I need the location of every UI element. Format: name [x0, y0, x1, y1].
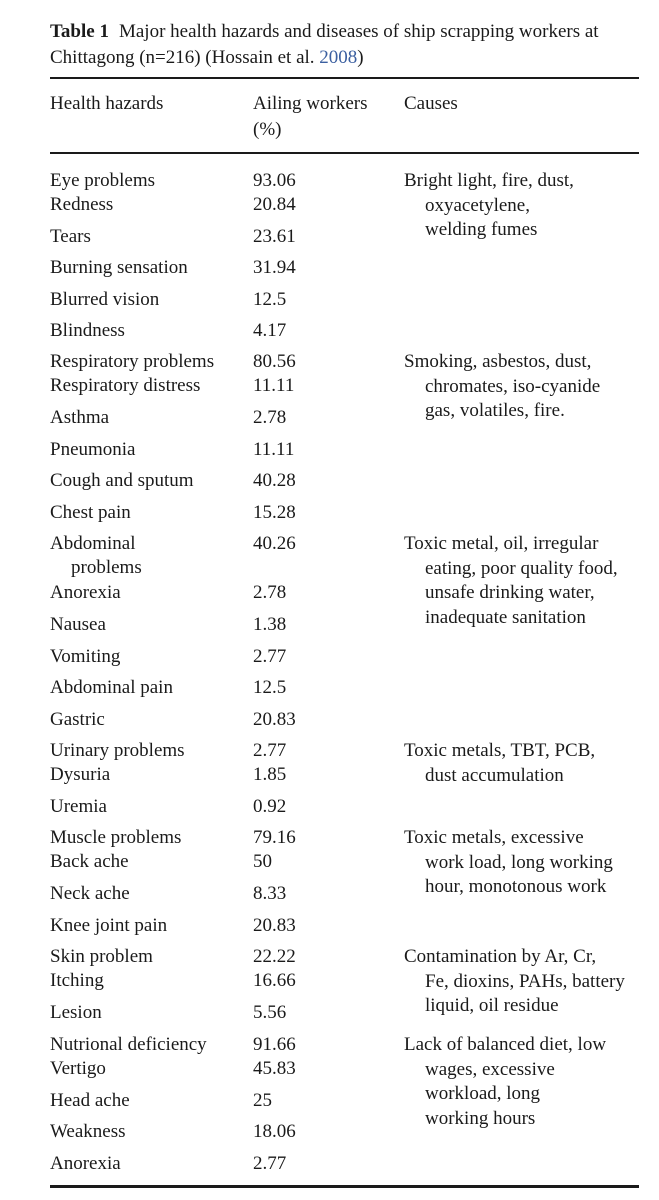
hazard-name: Respiratory distress	[50, 375, 201, 396]
cause-line: Toxic metals, excessive	[404, 827, 584, 848]
header-causes: Causes	[404, 93, 458, 114]
header-ailing-workers	[253, 91, 368, 143]
hazard-name: Pneumonia	[50, 439, 136, 460]
cause-line: hour, monotonous work	[425, 876, 607, 897]
cause-line: work load, long working	[425, 851, 613, 873]
header-rule	[50, 152, 639, 154]
causes-cell	[404, 739, 644, 788]
table-label: Table 1	[50, 21, 109, 42]
cause-line: oxyacetylene,	[425, 194, 530, 216]
ailing-percent: 2.77	[253, 740, 287, 761]
header-ailing-workers-line1: Ailing workers	[253, 93, 368, 114]
ailing-percent: 11.11	[253, 375, 295, 396]
ailing-percent: 31.94	[253, 257, 296, 278]
ailing-percent: 16.66	[253, 970, 296, 991]
ailing-percent: 2.77	[253, 646, 287, 667]
ailing-percent: 45.83	[253, 1058, 296, 1079]
hazard-name: Urinary problems	[50, 740, 185, 761]
hazard-name: Skin problem	[50, 946, 153, 967]
ailing-percent: 79.16	[253, 827, 296, 848]
cause-line: unsafe drinking water,	[425, 582, 595, 603]
ailing-percent: 20.83	[253, 915, 296, 936]
hazard-name: Dysuria	[50, 764, 111, 785]
hazard-name-continued: problems	[71, 557, 142, 578]
ailing-percent: 0.92	[253, 796, 287, 817]
hazard-name: Nutrional deficiency	[50, 1034, 207, 1055]
hazard-name: Redness	[50, 194, 114, 215]
cause-line: working hours	[425, 1107, 536, 1129]
ailing-percent: 40.28	[253, 470, 296, 491]
ailing-percent: 20.83	[253, 709, 296, 730]
cause-line: Toxic metals, TBT, PCB,	[404, 740, 596, 761]
ailing-percent: 12.5	[253, 289, 287, 310]
hazard-name: Abdominal	[50, 533, 136, 554]
ailing-percent: 11.11	[253, 439, 295, 460]
ailing-percent: 40.26	[253, 533, 296, 554]
hazard-name: Back ache	[50, 851, 129, 872]
cause-line: Fe, dioxins, PAHs, battery	[425, 970, 625, 992]
ailing-percent: 23.61	[253, 226, 296, 247]
ailing-percent: 20.84	[253, 194, 296, 215]
ailing-percent: 8.33	[253, 883, 287, 904]
header-ailing-workers-line2: (%)	[253, 119, 282, 140]
ailing-percent: 80.56	[253, 351, 296, 372]
cause-line: dust accumulation	[425, 764, 564, 786]
cause-line: Bright light, fire, dust,	[404, 170, 574, 191]
causes-cell	[404, 945, 644, 1019]
cause-line: Toxic metal, oil, irregular	[404, 533, 599, 554]
ailing-percent: 12.5	[253, 677, 287, 698]
cause-line: gas, volatiles, fire.	[425, 400, 565, 421]
hazard-name: Lesion	[50, 1002, 102, 1023]
hazard-name: Neck ache	[50, 883, 130, 904]
ailing-percent: 2.78	[253, 407, 287, 428]
causes-cell	[404, 169, 644, 243]
hazard-name: Itching	[50, 970, 104, 991]
ailing-percent: 91.66	[253, 1034, 296, 1055]
ailing-percent: 15.28	[253, 502, 296, 523]
causes-cell	[404, 1033, 644, 1131]
cause-line: Smoking, asbestos, dust,	[404, 351, 592, 372]
hazard-name: Uremia	[50, 796, 107, 817]
cause-line: wages, excessive	[425, 1058, 555, 1080]
ailing-percent: 1.38	[253, 614, 287, 635]
cause-line: welding fumes	[425, 219, 538, 240]
ailing-percent: 4.17	[253, 320, 287, 341]
hazard-name: Cough and sputum	[50, 470, 194, 491]
hazard-name: Chest pain	[50, 502, 131, 523]
ailing-percent: 1.85	[253, 764, 287, 785]
ailing-percent: 2.78	[253, 582, 287, 603]
cause-line: Contamination by Ar, Cr,	[404, 946, 597, 967]
cause-line: inadequate sanitation	[425, 606, 586, 628]
caption-text: Major health hazards and diseases of ship scrapping workers at Chittagong (n=216) (Hossain et al.	[50, 21, 599, 68]
hazard-name: Gastric	[50, 709, 105, 730]
hazard-name: Vertigo	[50, 1058, 106, 1079]
causes-cell	[404, 532, 644, 630]
hazard-name: Tears	[50, 226, 91, 247]
hazard-name: Abdominal pain	[50, 677, 173, 698]
hazard-name: Nausea	[50, 614, 106, 635]
ailing-percent: 2.77	[253, 1153, 287, 1174]
bottom-rule	[50, 1185, 639, 1188]
hazard-name: Blurred vision	[50, 289, 160, 310]
causes-cell	[404, 350, 644, 424]
cause-line: eating, poor quality food,	[425, 557, 618, 579]
hazard-name: Blindness	[50, 320, 125, 341]
ailing-percent: 25	[253, 1090, 272, 1111]
hazard-name: Knee joint pain	[50, 915, 168, 936]
caption-close: )	[357, 47, 364, 68]
hazard-name: Burning sensation	[50, 257, 188, 278]
header-health-hazards: Health hazards	[50, 93, 164, 114]
hazard-name: Anorexia	[50, 1153, 121, 1174]
hazard-name: Weakness	[50, 1121, 126, 1142]
ailing-percent: 5.56	[253, 1002, 287, 1023]
hazard-name: Muscle problems	[50, 827, 182, 848]
citation-link[interactable]: 2008	[319, 47, 358, 68]
cause-line: liquid, oil residue	[425, 995, 559, 1016]
hazard-name: Vomiting	[50, 646, 121, 667]
hazard-name: Respiratory problems	[50, 351, 215, 372]
hazard-name: Anorexia	[50, 582, 121, 603]
top-rule	[50, 77, 639, 79]
hazard-name: Asthma	[50, 407, 110, 428]
table-caption	[50, 19, 650, 71]
hazard-name: Head ache	[50, 1090, 130, 1111]
ailing-percent: 22.22	[253, 946, 296, 967]
ailing-percent: 50	[253, 851, 272, 872]
cause-line: chromates, iso-cyanide	[425, 375, 601, 397]
cause-line: workload, long	[425, 1083, 541, 1104]
cause-line: Lack of balanced diet, low	[404, 1034, 607, 1055]
ailing-percent: 93.06	[253, 170, 296, 191]
hazard-name: Eye problems	[50, 170, 156, 191]
causes-cell	[404, 826, 644, 900]
ailing-percent: 18.06	[253, 1121, 296, 1142]
